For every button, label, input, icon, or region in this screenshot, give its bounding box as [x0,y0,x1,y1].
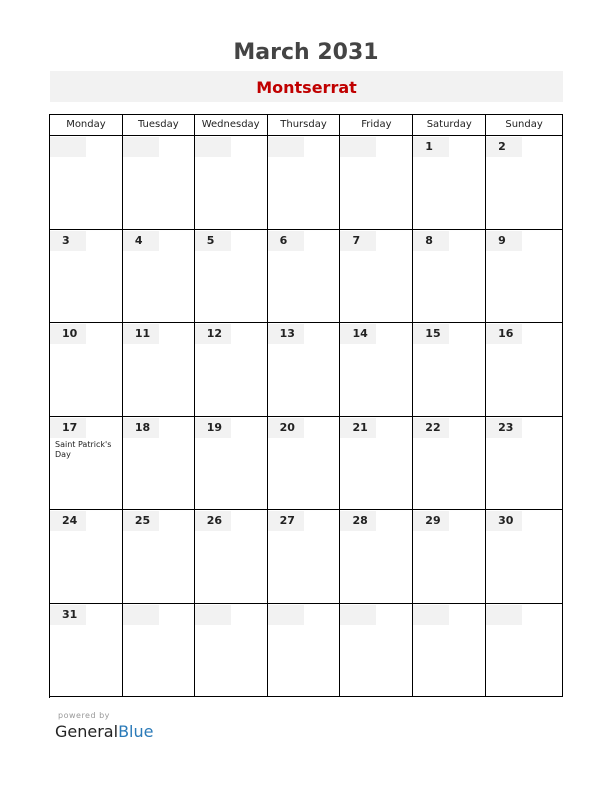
holiday-label: Saint Patrick's Day [55,439,112,459]
day-number: 27 [279,514,295,527]
day-cell [50,604,123,698]
day-number-tab [195,605,231,625]
week-row [50,323,563,417]
day-cell [50,323,123,417]
day-number: 29 [425,514,441,527]
day-cell [413,230,486,324]
powered-by-text: powered by [58,711,110,720]
week-row [50,230,563,324]
day-number-tab [50,137,86,157]
week-row [50,417,563,511]
day-cell [486,417,563,511]
empty-day-cell [340,604,413,698]
day-number: 7 [352,233,361,247]
day-number: 5 [206,233,215,247]
day-cell [268,417,341,511]
day-cell [50,417,123,511]
day-number: 24 [62,514,78,527]
day-cell [195,323,268,417]
weekday-header-tuesday: Tuesday [123,115,195,136]
weekday-header-saturday: Saturday [413,115,486,136]
day-number: 15 [425,327,441,340]
day-cell [413,136,486,230]
day-number-tab [268,137,304,157]
empty-day-cell [195,136,268,230]
day-number-tab [340,605,376,625]
day-number: 19 [206,420,223,434]
day-cell [123,323,195,417]
day-number: 3 [62,233,70,247]
brand-blue: Blue [118,722,154,741]
day-cell [268,510,341,604]
day-cell [486,136,563,230]
day-cell [413,323,486,417]
day-cell [123,510,195,604]
day-cell [50,230,123,324]
day-number: 17 [62,420,78,434]
day-number: 4 [134,233,143,247]
weekday-header-wednesday: Wednesday [195,115,268,136]
day-cell [486,510,563,604]
day-number-tab [123,605,159,625]
calendar-grid [49,114,563,698]
day-cell [340,323,413,417]
empty-day-cell [195,604,268,698]
day-number: 8 [425,233,433,247]
week-row [50,136,563,230]
day-number-tab [413,605,449,625]
day-number-tab [340,137,376,157]
day-number-tab [195,137,231,157]
day-cell [195,230,268,324]
day-number: 1 [425,140,433,153]
day-number: 26 [206,514,223,527]
day-number: 16 [498,327,514,340]
day-cell [486,230,563,324]
day-number: 23 [498,420,514,434]
country-name: Montserrat [256,78,357,97]
day-number-tab [486,605,522,625]
day-number: 20 [279,420,295,434]
empty-day-cell [340,136,413,230]
day-number: 13 [279,327,295,340]
day-number: 25 [134,514,151,527]
day-cell [413,510,486,604]
week-row [50,510,563,604]
weekday-header-sunday: Sunday [486,115,563,136]
day-number: 28 [352,514,368,527]
country-banner [50,71,563,102]
empty-day-cell [123,604,195,698]
day-cell [195,510,268,604]
day-number: 10 [62,327,78,340]
day-cell [340,417,413,511]
empty-day-cell [50,136,123,230]
week-row [50,604,563,698]
day-number: 12 [206,327,223,340]
day-number: 22 [425,420,441,434]
weekday-header-row [50,115,563,136]
empty-day-cell [268,604,341,698]
empty-day-cell [413,604,486,698]
day-number: 31 [62,607,78,621]
day-number: 30 [498,514,514,527]
day-cell [340,510,413,604]
empty-day-cell [268,136,341,230]
day-cell [195,417,268,511]
day-number: 11 [134,327,151,340]
day-cell [413,417,486,511]
day-cell [123,417,195,511]
day-cell [268,230,341,324]
day-number-tab [268,605,304,625]
empty-day-cell [486,604,563,698]
day-cell [486,323,563,417]
day-number: 2 [498,140,506,153]
day-number: 9 [498,233,506,247]
weekday-header-monday: Monday [50,115,123,136]
generalblue-logo[interactable] [55,722,153,741]
page-title: March 2031 [233,40,379,65]
weekday-header-thursday: Thursday [268,115,341,136]
day-cell [340,230,413,324]
empty-day-cell [123,136,195,230]
day-number: 14 [352,327,368,340]
weekday-header-friday: Friday [340,115,413,136]
day-number: 6 [279,233,288,247]
day-number: 21 [352,420,368,434]
brand-general: General [55,722,119,741]
day-number-tab [123,137,159,157]
day-cell [123,230,195,324]
day-cell [268,323,341,417]
day-number: 18 [134,420,151,434]
day-cell [50,510,123,604]
